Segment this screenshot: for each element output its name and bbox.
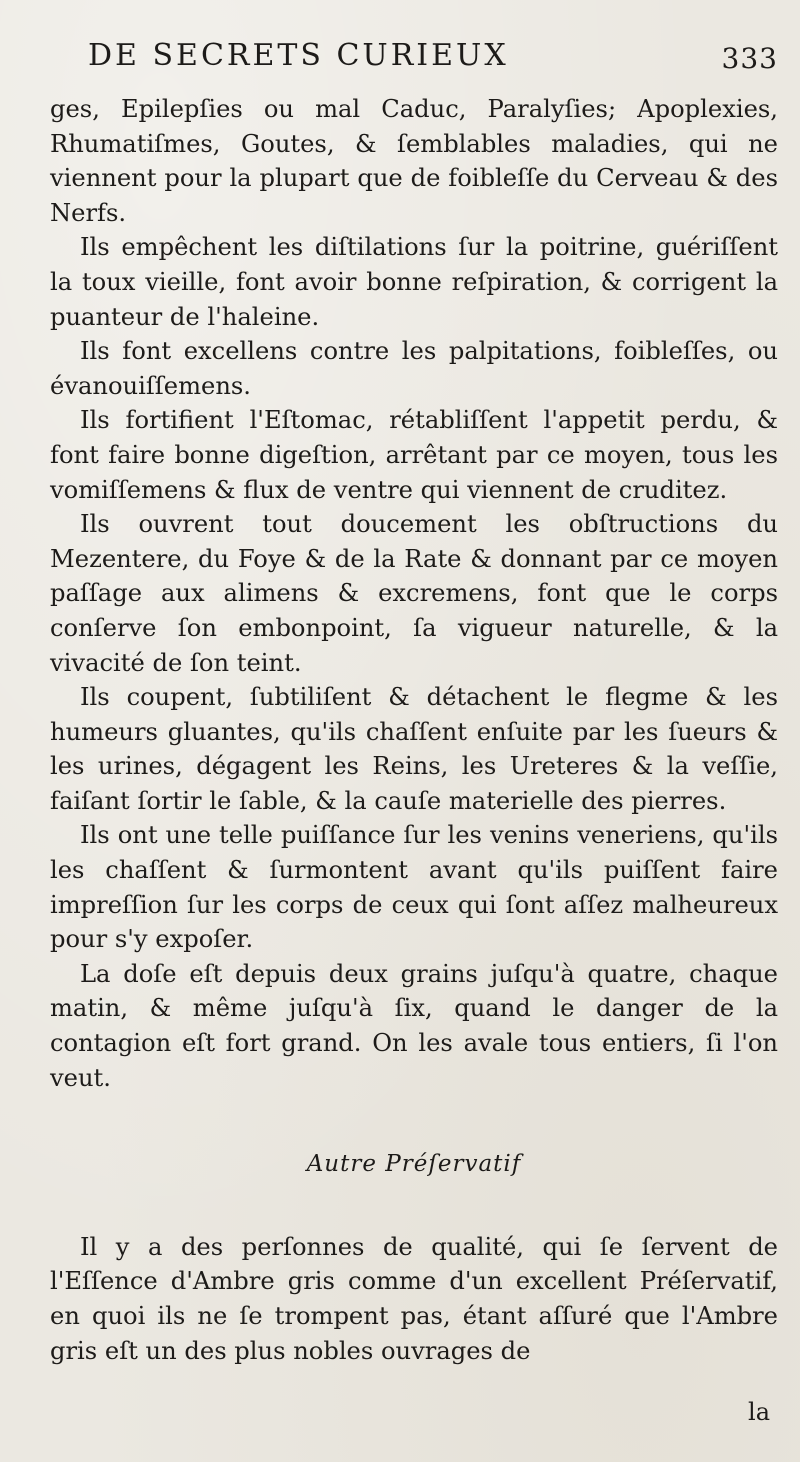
section-paragraph: Il y a des perſonnes de qualité, qui ſe ſervent de l'Eſſence d'Ambre gris comme d'un excellent Préſervatif, en quoi ils ne ſe trompent pas, étant aſſuré que l'Ambre gris eſt un des plus nobles ouvrages de <box>50 1232 778 1365</box>
paragraph: Ils ont une telle puiſſance ſur les venins veneriens, qu'ils les chaſſent & ſurmontent avant qu'ils puiſſent faire impreſſion ſur les corps de ceux qui ſont aſſez malheureux pour s'y expoſer. <box>50 821 778 954</box>
running-head: DE SECRETS CURIEUX <box>88 38 509 73</box>
paragraph: Ils font excellens contre les palpitations, foibleſſes, ou évanouiſſemens. <box>50 337 778 400</box>
paragraph: Ils coupent, ſubtiliſent & détachent le flegme & les humeurs gluantes, qu'ils chaſſent enſuite par les ſueurs & les urines, dégagent les Reins, les Ureteres & la veſſie, faiſant ſortir le ſable, & la cauſe materielle des pierres. <box>50 683 778 815</box>
paragraph: La doſe eſt depuis deux grains juſqu'à quatre, chaque matin, & même juſqu'à ſix, quand le danger de la contagion eſt fort grand. On les avale tous entiers, ſi l'on veut. <box>50 959 778 1092</box>
page-number: 333 <box>721 42 778 75</box>
paragraph: ges, Epilepſies ou mal Caduc, Paralyſies; Apoplexies, Rhumatiſmes, Goutes, & ſemblables maladies, qui ne viennent pour la plupart que de foibleſſe du Cerveau & des Nerfs. <box>50 95 778 227</box>
paragraph: Ils fortifient l'Eſtomac, rétabliſſent l'appetit perdu, & font faire bonne digeſtion, arrêtant par ce moyen, tous les vomiſſemens & flux de ventre qui viennent de cruditez. <box>50 406 778 504</box>
paragraph: Ils ouvrent tout doucement les obſtructions du Mezentere, du Foye & de la Rate & donnant par ce moyen paſſage aux alimens & excremens, font que le corps conſerve ſon embonpoint, ſa vigueur naturelle, & la vivacité de ſon teint. <box>50 510 778 677</box>
section-title: Autre Préſervatif <box>306 1151 522 1178</box>
body-text <box>50 92 778 1368</box>
page-header <box>88 38 778 78</box>
catchword: la <box>748 1398 770 1426</box>
paragraph: Ils empêchent les diſtilations ſur la poitrine, guériſſent la toux vieille, font avoir bonne reſpiration, & corrigent la puanteur de l'haleine. <box>50 233 778 331</box>
